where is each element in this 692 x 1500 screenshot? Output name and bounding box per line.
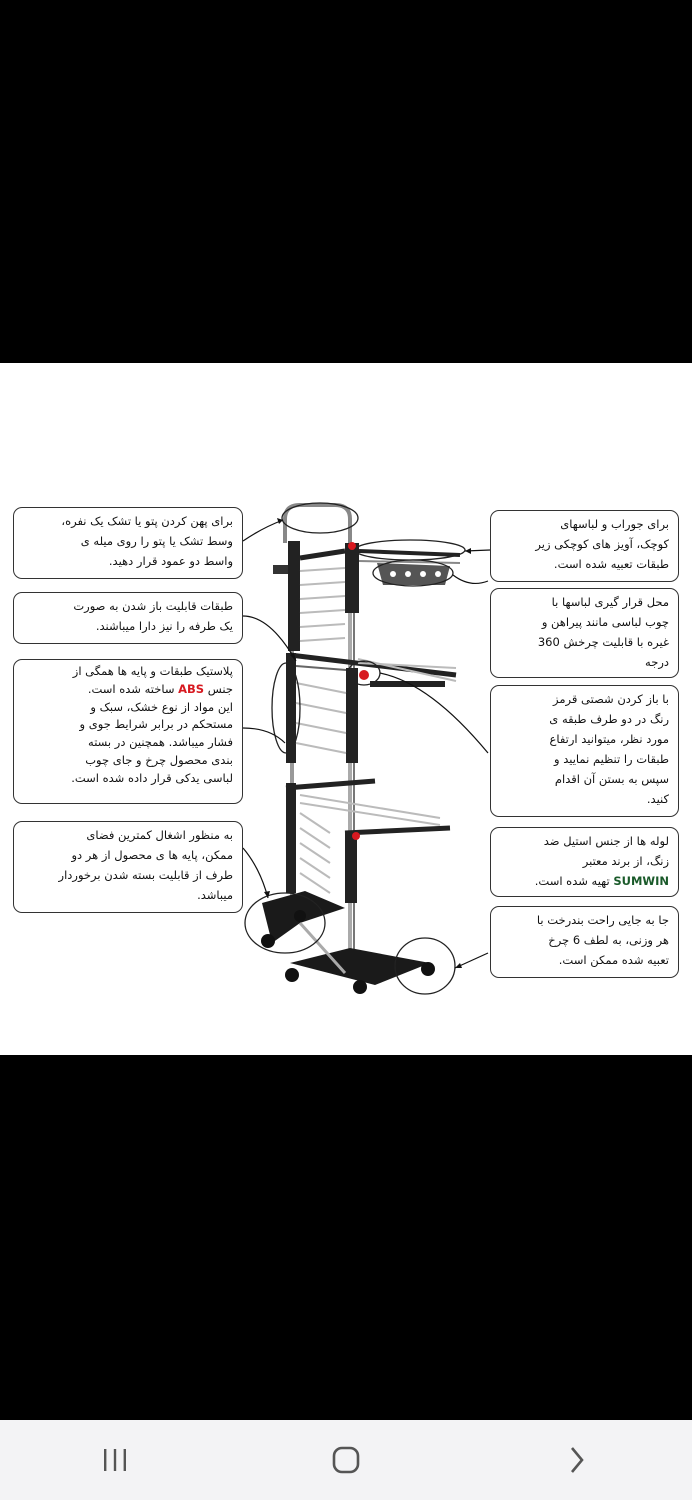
label-plastic-line: مستحکم در برابر شرایط جوی و xyxy=(79,717,233,732)
lower-shelf xyxy=(286,781,450,903)
label-blanket xyxy=(13,507,243,579)
label-legs-line: ممکن، پایه ها ی محصول از هر دو xyxy=(71,848,233,862)
label-socks-line: برای جوراب و لباسهای xyxy=(560,517,669,531)
abs-highlight: ABS xyxy=(178,681,205,696)
label-plastic-line: بندی محصول چرخ و جای چوب xyxy=(85,752,233,767)
home-icon xyxy=(331,1445,361,1475)
label-plastic-text: جنس xyxy=(207,681,233,696)
recent-apps-icon xyxy=(101,1447,129,1473)
blanket-rod-highlight xyxy=(282,503,358,533)
label-hanger-line: درجه xyxy=(645,655,669,669)
label-red-button xyxy=(490,685,679,817)
label-fold-line: طبقات قابلیت باز شدن به صورت xyxy=(73,599,233,613)
label-blanket-line: وسط تشک یا پتو را روی میله ی xyxy=(80,534,233,548)
system-navigation-bar xyxy=(0,1420,692,1500)
top-shelf xyxy=(273,541,460,651)
home-button[interactable] xyxy=(306,1430,386,1490)
label-wheels-line: هر وزنی، به لطف 6 چرخ xyxy=(548,933,669,947)
label-hanger-line: غیره با قابلیت چرخش 360 xyxy=(537,635,669,649)
viewer-bottom-area xyxy=(0,1055,692,1420)
label-red-button-line: رنگ در دو طرف طبقه ی xyxy=(549,712,669,726)
label-plastic-line: فشار میباشد. همچنین در بسته xyxy=(88,735,233,750)
label-legs-line: به منظور اشغال کمترین فضای xyxy=(86,828,233,842)
label-hanger-line: محل قرار گیری لباسها با xyxy=(551,595,669,609)
label-steel-brand-line xyxy=(500,871,669,891)
label-hanger xyxy=(490,588,679,678)
back-button[interactable] xyxy=(537,1430,617,1490)
label-steel-line: زنگ، از برند معتبر xyxy=(582,854,669,868)
label-plastic-text: ساخته شده است. xyxy=(87,681,175,696)
label-steel-line: لوله ها از جنس استیل ضد xyxy=(543,834,669,848)
label-legs-line: طرف از قابلیت بسته شدن برخوردار xyxy=(58,868,233,882)
label-plastic-abs-line xyxy=(23,681,233,699)
label-plastic-line: پلاستیک طبقات و پایه ها همگی از xyxy=(72,664,233,678)
back-icon xyxy=(567,1445,587,1475)
label-red-button-line: با باز کردن شصتی قرمز xyxy=(553,692,669,706)
label-blanket-line: برای پهن کردن پتو یا تشک یک نفره، xyxy=(61,514,233,528)
label-wheels xyxy=(490,906,679,978)
product-image xyxy=(0,363,692,1055)
label-socks-line: کوچک، آویز های کوچکی زیر xyxy=(535,537,669,551)
label-legs-line: میباشد. xyxy=(197,888,233,902)
label-hanger-line: چوب لباسی مانند پیراهن و xyxy=(541,615,669,629)
recent-apps-button[interactable] xyxy=(75,1430,155,1490)
brand-sumwin: SUMWIN xyxy=(613,874,669,888)
label-steel-text: تهیه شده است. xyxy=(534,874,610,888)
label-red-button-line: سپس به بستن آن اقدام xyxy=(554,772,669,786)
label-socks xyxy=(490,510,679,582)
label-steel xyxy=(490,827,679,897)
label-wheels-line: جا به جایی راحت بندرخت با xyxy=(536,913,669,927)
label-plastic-line: این مواد از نوع خشک، سبک و xyxy=(90,699,233,714)
label-legs xyxy=(13,821,243,913)
viewer-top-area xyxy=(0,0,692,363)
label-wheels-line: تعبیه شده ممکن است. xyxy=(558,953,669,967)
label-socks-line: طبقات تعبیه شده است. xyxy=(553,557,669,571)
label-red-button-line: مورد نظر، میتوانید ارتفاع xyxy=(549,732,669,746)
label-red-button-line: طبقات را تنظیم نمایید و xyxy=(554,752,669,766)
label-red-button-line: کنید. xyxy=(646,792,669,806)
label-fold xyxy=(13,592,243,644)
label-fold-line: یک طرفه را نیز دارا میباشند. xyxy=(95,619,233,633)
label-blanket-line: واسط دو عمود قرار دهید. xyxy=(108,554,233,568)
label-plastic-line: لباسی یدکی قرار داده شده است. xyxy=(71,770,233,785)
label-plastic xyxy=(13,659,243,804)
middle-shelf xyxy=(286,653,456,763)
